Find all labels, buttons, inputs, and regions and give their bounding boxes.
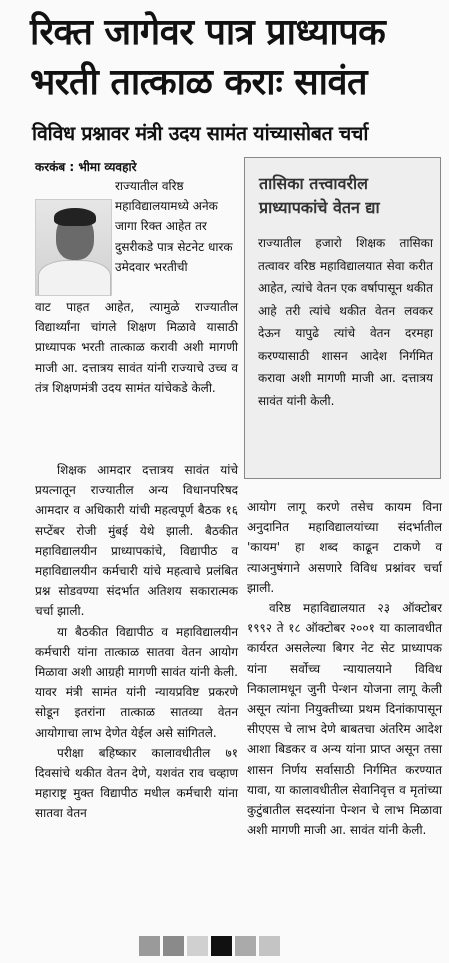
column2-body — [247, 497, 442, 840]
column2-paragraph-1: आयोग लागू करणे तसेच कायम विना अनुदानित महाविद्यालयांच्या संदर्भातील 'कायम' हा शब्द काढून टाकणे व त्याअनुषंगाने असणारे विविध प्रश्नांवर चर्चा झाली. — [247, 500, 442, 595]
swatch — [235, 936, 256, 956]
headline-line-2: भरती तात्काळ कराः सावंत — [30, 62, 368, 103]
photo-hair-shape — [54, 208, 96, 226]
column1-body-b — [35, 460, 238, 824]
headline — [30, 8, 440, 108]
column1-paragraph-3: या बैठकीत विद्यापीठ व महाविद्यालयीन कर्मचारी यांना तात्काळ सातवा वेतन आयोग मिळावा अशी आग्रही मागणी सावंत यांनी केली. यावर मंत्री सामंत यांनी न्यायप्रविष्ट प्रकरणे सोडून इतरांना तात्काळ सातव्या वेतन आयोगाचा लाभ देणेत येईल असे सांगितले. — [35, 624, 238, 740]
byline: करकंब : भीमा व्यवहारे — [35, 160, 137, 174]
author-photo — [35, 199, 112, 296]
column1-paragraph-4: परीक्षा बहिष्कार कालावधीतील ७१ दिवसांचे थकीत वेतन देणे, यशवंत राव चव्हाण महाराष्ट्र मुक्त विद्यापीठ मधील कर्मचारी यांना सातवा वेतन — [35, 745, 238, 821]
sidebar-title: तासिका तत्त्वावरील प्राध्यापकांचे वेतन द्या — [259, 174, 380, 217]
swatch — [139, 936, 160, 956]
swatch — [259, 936, 280, 956]
column1-paragraph-2: शिक्षक आमदार दत्तात्रय सावंत यांचे प्रयत्नातून राज्यातील अन्य विधानपरिषद आमदार व अधिकारी यांची महत्वपूर्ण बैठक १६ सप्टेंबर रोजी मुंबई येथे झाली. बैठकीत महाविद्यालयीन प्राध्यापकांचे, विद्यापीठ व महाविद्यालयीन कर्मचारी यांचे महत्वाचे प्रलंबित प्रश्न सोडवण्या संदर्भात अतिशय सकारात्मक चर्चा झाली. — [35, 463, 238, 619]
column1-intro — [115, 176, 238, 277]
swatch — [163, 936, 184, 956]
column1-body-a — [35, 297, 238, 398]
headline-line-1: रिक्त जागेवर पात्र प्राध्यापक — [30, 12, 386, 53]
photo-shirt-shape — [38, 260, 111, 296]
swatch — [211, 936, 232, 956]
sidebar-text: राज्यातील हजारो शिक्षक तासिका तत्वावर वरिष्ठ महाविद्यालयात सेवा करीत आहेत, त्यांचे वेतन एक वर्षापासून थकीत आहे तरी त्यांचे थकीत वेतन लवकर देऊन यापुढे त्यांचे वेतन दरमहा करण्यासाठी शासन आदेश निर्गमित करावा अशी मागणी माजी आ. दत्तात्रय सावंत यांनी केली. — [258, 236, 433, 408]
subheadline: विविध प्रश्नावर मंत्री उदय सामंत यांच्यासोबत चर्चा — [32, 122, 369, 145]
column2-paragraph-2: वरिष्ठ महाविद्यालयात २३ ऑक्टोबर १९९२ ते १८ ऑक्टोबर २००१ या कालावधीत कार्यरत असलेल्या बिगर नेट सेट प्राध्यापक यांना सर्वोच्च न्यायालयाने विविध निकालामधून जुनी पेन्शन योजना लागू केली असून त्यांना नियुक्तीच्या प्रथम दिनांकापासून सीएएस चे लाभ देणे बाबतचा अंतरिम आदेश आशा बिडकर व अन्य यांना प्राप्त असून तसा शासन निर्णय सर्वासाठी निर्गमित करण्यात यावा, या कालावधीतील सेवानिवृत्त व मृतांच्या कुटुंबातील सदस्यांना पेन्शन चे लाभ मिळावा अशी मागणी माजी आ. सावंत यांनी केली. — [247, 601, 442, 838]
column1-paragraph-1: वाट पाहत आहेत, त्यामुळे राज्यातील विद्यार्थ्यांना चांगले शिक्षण मिळावे यासाठी प्राध्यापक भरती तात्काळ करावी अशी मागणी माजी आ. दत्तात्रय सावंत यांनी राज्याचे उच्च व तंत्र शिक्षणमंत्री उदय सामंत यांचेकडे केली. — [35, 300, 238, 395]
swatch — [187, 936, 208, 956]
color-calibration-strip — [139, 936, 280, 956]
column1-intro-text: राज्यातील वरिष्ठ महाविद्यालयामध्ये अनेक जागा रिक्त आहेत तर दुसरीकडे पात्र सेटनेट धारक उमेदवार भरतीची — [115, 179, 233, 274]
